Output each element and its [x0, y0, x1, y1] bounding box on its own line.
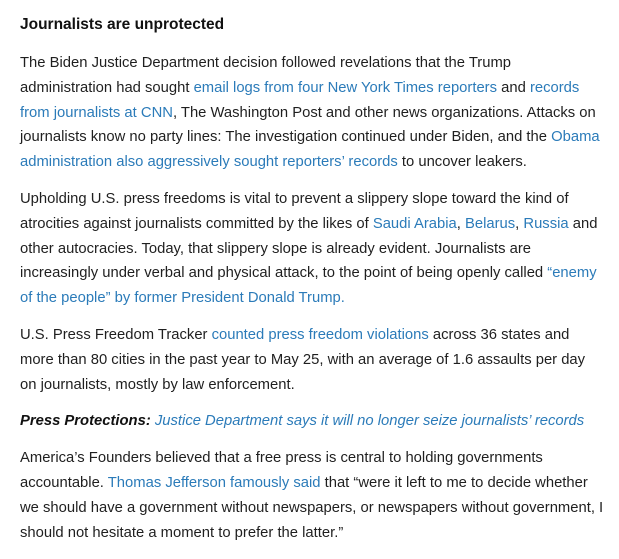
p1-text-1: The Biden Justice Department decision followed revelations that the Trump administration had sought: [20, 55, 512, 96]
related-link[interactable]: Justice Department says it will no longer seize journalists’ records: [154, 413, 585, 430]
p2-text-4: and other autocracies. Today, that slippery slope is already evident. Journalists are increasingly under verbal and physical attack, to the point of being openly called: [20, 215, 598, 282]
p4-text-1: America’s Founders believed that a free press is central to holding governments accountable.: [20, 450, 543, 491]
link-belarus[interactable]: Belarus: [464, 215, 516, 232]
p2-text-2: ,: [456, 215, 465, 232]
paragraph-1: [20, 51, 605, 175]
paragraph-4: [20, 446, 605, 545]
p2-text-3: ,: [515, 215, 524, 232]
related-article: [20, 409, 605, 434]
p3-text-1: U.S. Press Freedom Tracker: [20, 326, 212, 343]
p3-text-2: across 36 states and more than 80 cities in the past year to May 25, with an average of 1.6 assaults per day on journalists, mostly by law enforcement.: [20, 326, 586, 393]
link-press-violations[interactable]: counted press freedom violations: [211, 326, 429, 343]
paragraph-3: [20, 323, 605, 397]
paragraph-2: [20, 187, 605, 311]
related-label: Press Protections:: [20, 413, 151, 430]
p1-text-3: , The Washington Post and other news organizations. Attacks on journalists know no party lines: The investigation continued under Biden, and the: [20, 104, 596, 146]
article-body: [20, 12, 605, 557]
link-cnn-records[interactable]: records from journalists at CNN: [20, 79, 580, 121]
link-enemy-of-people[interactable]: “enemy of the people” by former President Donald Trump.: [20, 265, 597, 307]
p1-text-4: to uncover leakers.: [397, 154, 527, 171]
link-saudi-arabia[interactable]: Saudi Arabia: [372, 215, 457, 232]
link-jefferson-quote[interactable]: Thomas Jefferson famously said: [107, 474, 321, 491]
section-heading: Journalists are unprotected: [20, 16, 225, 33]
p2-text-1: Upholding U.S. press freedoms is vital to prevent a slippery slope toward the kind of atrocities against journalists committed by the likes of: [20, 190, 569, 232]
p4-text-2: that “were it left to me to decide whether we should have a government without newspapers, or newspapers without government, I should not hesitate a moment to prefer the latter.”: [20, 474, 604, 541]
link-russia[interactable]: Russia: [523, 215, 569, 232]
link-email-logs[interactable]: email logs from four New York Times reporters: [193, 79, 498, 96]
link-obama-records[interactable]: Obama administration also aggressively sought reporters’ records: [20, 129, 600, 171]
p1-text-2: and: [497, 79, 530, 96]
